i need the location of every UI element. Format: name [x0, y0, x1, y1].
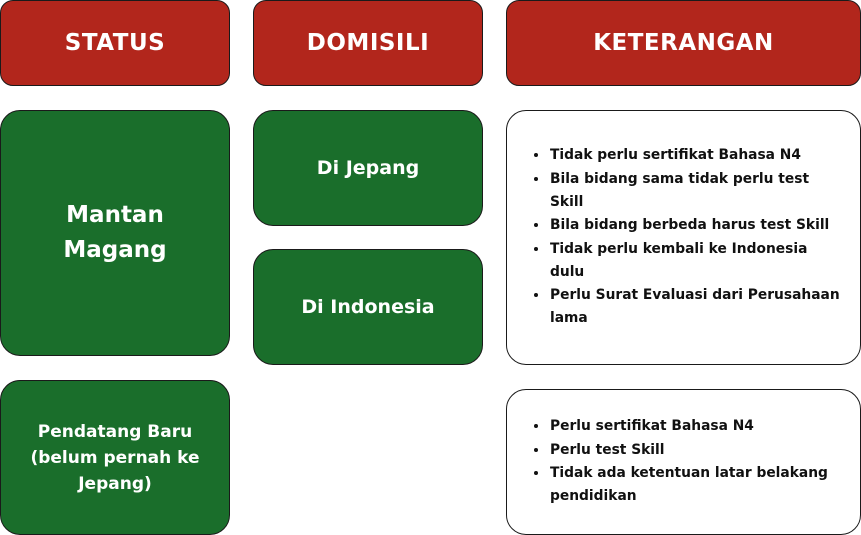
keterangan-pendatang-baru — [506, 389, 861, 535]
list-item: • Bila bidang sama tidak perlu test Skill — [549, 168, 842, 215]
domisili-di-indonesia-label: Di Indonesia — [301, 295, 435, 318]
list-item: • Perlu Surat Evaluasi dari Perusahaan lama — [549, 284, 842, 331]
status-header-label: STATUS — [64, 30, 166, 56]
domisili-di-indonesia — [253, 249, 483, 365]
status-pendatang-baru — [0, 380, 230, 535]
list-item: • Bila bidang berbeda harus test Skill — [549, 214, 842, 237]
list-item: • Tidak ada ketentuan latar belakang pendidikan — [549, 462, 842, 509]
domisili-di-jepang-label: Di Jepang — [316, 156, 420, 179]
keterangan-baru-list — [507, 415, 860, 508]
domisili-header — [253, 0, 483, 86]
keterangan-mantan-list — [507, 144, 860, 330]
status-header — [0, 0, 230, 86]
list-item: • Perlu test Skill — [549, 439, 842, 462]
list-item: • Perlu sertifikat Bahasa N4 — [549, 415, 842, 438]
keterangan-header-label: KETERANGAN — [593, 30, 774, 56]
domisili-di-jepang — [253, 110, 483, 226]
keterangan-header — [506, 0, 861, 86]
domisili-header-label: DOMISILI — [306, 30, 430, 56]
keterangan-mantan-magang — [506, 110, 861, 365]
status-mantan-magang — [0, 110, 230, 356]
list-item: • Tidak perlu sertifikat Bahasa N4 — [549, 144, 842, 167]
list-item: • Tidak perlu kembali ke Indonesia dulu — [549, 238, 842, 285]
status-mantan-magang-label: Mantan Magang — [63, 202, 167, 263]
status-pendatang-baru-label: Pendatang Baru (belum pernah ke Jepang) — [30, 421, 200, 494]
